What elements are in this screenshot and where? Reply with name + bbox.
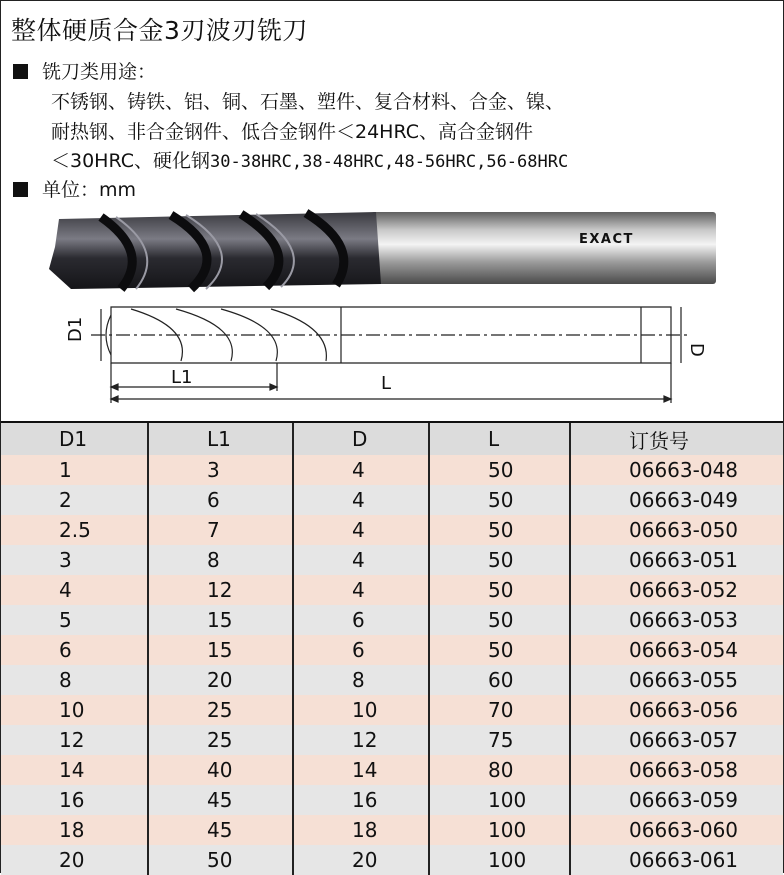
cell-d: 4: [293, 455, 429, 485]
unit-line: [13, 175, 136, 202]
table-row: [1, 725, 783, 755]
table-header-row: [1, 422, 783, 455]
cell-order-number: 06663-052: [570, 575, 783, 605]
label-l1: L1: [171, 367, 193, 388]
cell-order-number: 06663-056: [570, 695, 783, 725]
cell-d: 6: [293, 605, 429, 635]
unit-text: 单位：mm: [42, 179, 137, 201]
column-header-l: L: [429, 422, 570, 455]
cell-l: 50: [429, 575, 570, 605]
square-bullet-icon: [13, 64, 28, 79]
usage-heading-text: 铣刀类用途：: [42, 61, 157, 83]
usage-line-3-prefix: ＜30HRC、硬化钢: [51, 150, 210, 172]
cell-d: 4: [293, 545, 429, 575]
cell-d: 8: [293, 665, 429, 695]
cell-d1: 4: [1, 575, 148, 605]
cell-l: 50: [429, 605, 570, 635]
cell-l: 75: [429, 725, 570, 755]
cell-d1: 12: [1, 725, 148, 755]
cell-order-number: 06663-054: [570, 635, 783, 665]
cell-l1: 12: [148, 575, 293, 605]
table-row: [1, 515, 783, 545]
column-header-d1: D1: [1, 422, 148, 455]
cell-order-number: 06663-059: [570, 785, 783, 815]
cell-d: 18: [293, 815, 429, 845]
cell-l1: 40: [148, 755, 293, 785]
cell-l: 70: [429, 695, 570, 725]
cell-l1: 20: [148, 665, 293, 695]
cell-order-number: 06663-049: [570, 485, 783, 515]
cell-l: 50: [429, 515, 570, 545]
cell-l: 100: [429, 815, 570, 845]
cell-d1: 6: [1, 635, 148, 665]
usage-line-3-hardness: 30-38HRC,38-48HRC,48-56HRC,56-68HRC: [210, 152, 569, 172]
table-body: [1, 455, 783, 875]
label-l: L: [381, 373, 392, 394]
usage-line-1: 不锈钢、铸铁、铝、铜、石墨、塑件、复合材料、合金、镍、: [51, 91, 565, 113]
cell-l1: 8: [148, 545, 293, 575]
cell-d: 20: [293, 845, 429, 875]
cell-l: 50: [429, 545, 570, 575]
page-title: 整体硬质合金3刃波刃铣刀: [11, 16, 308, 45]
cell-l: 100: [429, 845, 570, 875]
column-header-d: D: [293, 422, 429, 455]
cell-l1: 25: [148, 695, 293, 725]
cell-order-number: 06663-058: [570, 755, 783, 785]
cell-d1: 18: [1, 815, 148, 845]
cell-l1: 45: [148, 785, 293, 815]
cell-l1: 25: [148, 725, 293, 755]
cell-d1: 2.5: [1, 515, 148, 545]
cell-l: 50: [429, 455, 570, 485]
cell-d1: 2: [1, 485, 148, 515]
usage-line-2: 耐热钢、非合金钢件、低合金钢件＜24HRC、高合金钢件: [51, 121, 533, 143]
cell-order-number: 06663-055: [570, 665, 783, 695]
cell-order-number: 06663-057: [570, 725, 783, 755]
cell-d1: 20: [1, 845, 148, 875]
table-row: [1, 575, 783, 605]
cell-l: 100: [429, 785, 570, 815]
cell-d: 4: [293, 485, 429, 515]
cell-l1: 6: [148, 485, 293, 515]
spec-table: [1, 421, 783, 875]
cell-l: 50: [429, 485, 570, 515]
usage-heading: [13, 57, 156, 84]
cell-d1: 8: [1, 665, 148, 695]
shank: [371, 212, 716, 284]
cell-order-number: 06663-060: [570, 815, 783, 845]
cell-d: 16: [293, 785, 429, 815]
cell-d: 6: [293, 635, 429, 665]
table-row: [1, 545, 783, 575]
cell-l: 60: [429, 665, 570, 695]
column-header-order-number: 订货号: [570, 422, 783, 455]
cell-l: 80: [429, 755, 570, 785]
column-header-l1: L1: [148, 422, 293, 455]
cell-l1: 15: [148, 635, 293, 665]
label-d1: D1: [65, 316, 86, 342]
cell-d1: 1: [1, 455, 148, 485]
table-row: [1, 605, 783, 635]
cell-d1: 10: [1, 695, 148, 725]
label-d: D: [686, 343, 707, 357]
table-row: [1, 455, 783, 485]
table-row: [1, 815, 783, 845]
table-row: [1, 785, 783, 815]
table-row: [1, 485, 783, 515]
cell-order-number: 06663-048: [570, 455, 783, 485]
table-row: [1, 695, 783, 725]
cell-order-number: 06663-053: [570, 605, 783, 635]
cell-d1: 5: [1, 605, 148, 635]
cell-l1: 3: [148, 455, 293, 485]
cell-order-number: 06663-061: [570, 845, 783, 875]
table-row: [1, 635, 783, 665]
table-row: [1, 665, 783, 695]
cell-d1: 3: [1, 545, 148, 575]
cell-order-number: 06663-051: [570, 545, 783, 575]
brand-mark: EXACT: [579, 232, 634, 247]
cell-l1: 15: [148, 605, 293, 635]
cell-d1: 14: [1, 755, 148, 785]
table-row: [1, 845, 783, 875]
cell-d1: 16: [1, 785, 148, 815]
cell-l1: 50: [148, 845, 293, 875]
end-mill-photo: [41, 207, 731, 297]
cell-d: 4: [293, 515, 429, 545]
dimension-drawing: [65, 297, 711, 409]
cell-l: 50: [429, 635, 570, 665]
usage-line-3: [51, 146, 568, 173]
cell-l1: 45: [148, 815, 293, 845]
table-row: [1, 755, 783, 785]
cell-d: 14: [293, 755, 429, 785]
cell-d: 10: [293, 695, 429, 725]
cell-l1: 7: [148, 515, 293, 545]
square-bullet-icon: [13, 182, 28, 197]
product-panel: [1, 1, 783, 421]
cell-d: 12: [293, 725, 429, 755]
cell-order-number: 06663-050: [570, 515, 783, 545]
cell-d: 4: [293, 575, 429, 605]
